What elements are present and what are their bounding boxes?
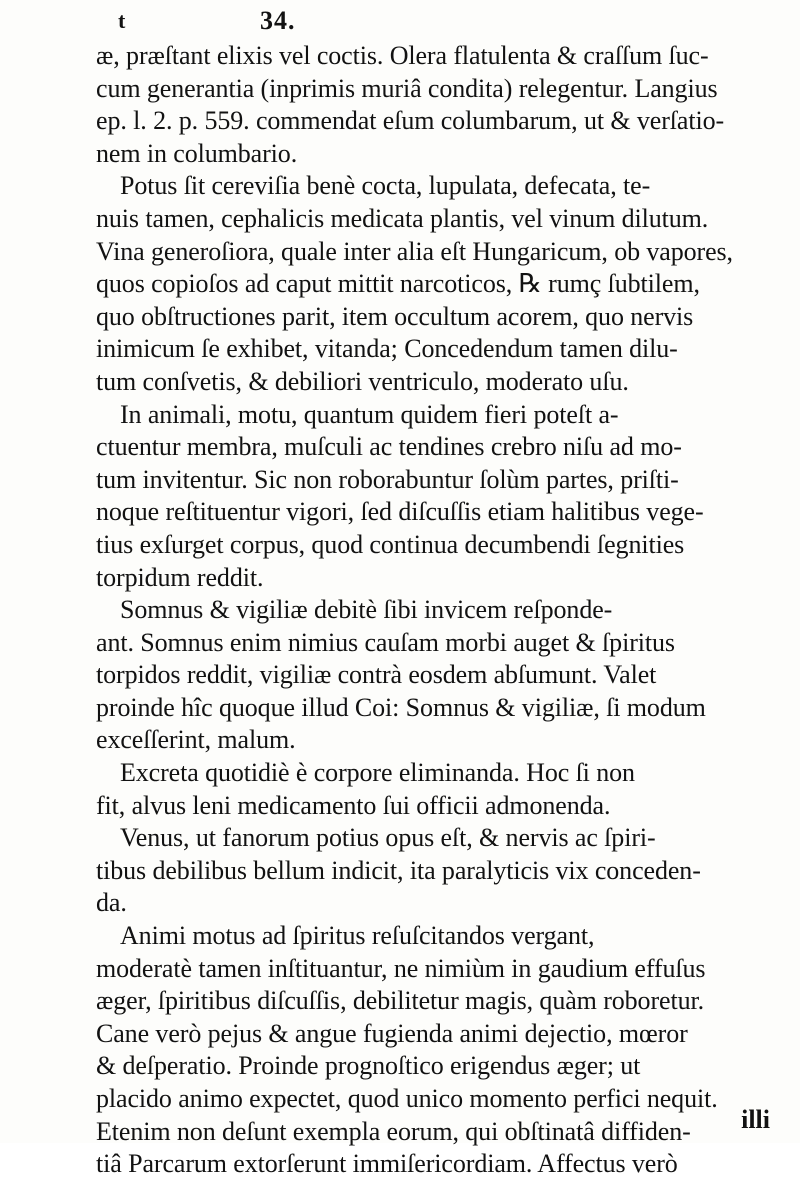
text-line: quos copioſos ad caput mittit narcoticos, ℞ rumç ſubtilem, — [96, 269, 700, 299]
text-line: da. — [96, 888, 127, 918]
text-line: Etenim non deſunt exempla eorum, qui obſtinatâ diffiden- — [96, 1116, 691, 1146]
paragraph-venus: Venus, ut fanorum potius opus eſt, & nervis ac ſpiri- — [120, 823, 656, 853]
text-line: noque reſtituentur vigori, ſed diſcuſſis etiam halitibus vege- — [96, 497, 704, 527]
text-line: nem in columbario. — [96, 138, 298, 168]
text-line: quo obſtructiones parit, item occultum acorem, quo nervis — [96, 301, 694, 331]
text-line: nuis tamen, cephalicis medicata plantis, vel vinum dilutum. — [96, 203, 709, 233]
text-line: ctuentur membra, muſculi ac tendines crebro niſu ad mo- — [96, 432, 682, 462]
text-line: torpidos reddit, vigiliæ contrà eosdem abſumunt. Valet — [96, 660, 657, 690]
text-line: fit, alvus leni medicamento ſui officii admonenda. — [96, 790, 611, 820]
text-line: moderatè tamen inſtituantur, ne nimiùm in gaudium effuſus — [96, 953, 706, 983]
text-line: exceſſerint, malum. — [96, 725, 296, 755]
paragraph-motus: In animali, motu, quantum quidem fieri poteſt a- — [120, 399, 619, 429]
paragraph-excreta: Excreta quotidiè è corpore eliminanda. Hoc ſi non — [120, 758, 635, 788]
paragraph-potus: Potus ſit cereviſia benè cocta, lupulata, defecata, te- — [120, 171, 651, 201]
text-line: tum invitentur. Sic non roborabuntur ſolùm partes, priſti- — [96, 464, 679, 494]
text-line: tibus debilibus bellum indicit, ita paralyticis vix conceden- — [96, 855, 701, 885]
catchword: illi — [741, 1105, 770, 1134]
paragraph-somnus: Somnus & vigiliæ debitè ſibi invicem reſponde- — [120, 595, 613, 625]
paragraph-animi-motus: Animi motus ad ſpiritus reſuſcitandos vergant, — [120, 921, 595, 951]
text-line: & deſperatio. Proinde prognoſtico erigendus æger; ut — [96, 1051, 641, 1081]
text-line: ant. Somnus enim nimius cauſam morbi auget & ſpiritus — [96, 627, 675, 657]
text-line: tiâ Parcarum extorſerunt immiſericordiam. Affectus verò — [96, 1149, 678, 1179]
text-line: æger, ſpiritibus diſcuſſis, debilitetur magis, quàm roboretur. — [96, 986, 704, 1016]
text-line: tum conſvetis, & debiliori ventriculo, moderato uſu. — [96, 366, 629, 396]
text-line: proinde hîc quoque illud Coi: Somnus & vigiliæ, ſi modum — [96, 692, 706, 722]
text-line: placido animo expectet, quod unico momento perfici nequit. — [96, 1084, 718, 1113]
page-header — [118, 6, 738, 36]
text-line: Cane verò pejus & angue fugienda animi dejectio, mœror — [96, 1018, 688, 1048]
text-line: ep. l. 2. p. 559. commendat eſum columbarum, ut & verſatio- — [96, 106, 725, 136]
text-line: Vina generoſiora, quale inter alia eſt Hungaricum, ob vapores, — [96, 236, 733, 266]
text-line: cum generantia (inprimis muriâ condita) relegentur. Langius — [96, 73, 718, 103]
text-line: inimicum ſe exhibet, vitanda; Concedendum tamen dilu- — [96, 334, 678, 364]
text-line: tius exſurget corpus, quod continua decumbendi ſegnities — [96, 529, 685, 559]
page-number: 34. — [260, 6, 296, 35]
body-text — [96, 40, 776, 1181]
signature-mark: t — [118, 8, 126, 33]
text-line: æ, præſtant elixis vel coctis. Olera flatulenta & craſſum ſuc- — [96, 41, 709, 70]
text-line: torpidum reddit. — [96, 562, 264, 592]
